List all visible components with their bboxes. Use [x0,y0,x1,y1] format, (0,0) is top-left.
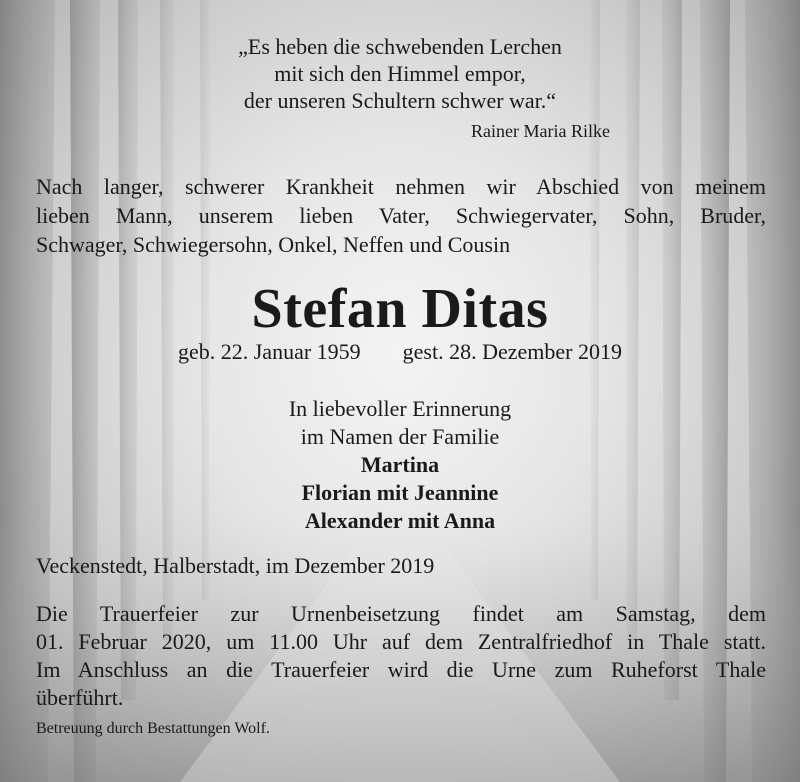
quote [0,33,800,114]
birth-date: geb. 22. Januar 1959 [177,339,361,364]
service-line: Im Anschluss an die Trauerfeier wird die Urne zum Ruheforst Thale [36,657,766,682]
family-member: Martina [360,452,440,477]
quote-line: mit sich den Himmel empor, [274,61,526,86]
undertaker-note: Betreuung durch Bestattungen Wolf. [36,720,270,737]
quote-line: „Es heben die schwebenden Lerchen [238,34,562,59]
intro-text [36,172,766,259]
quote-author: Rainer Maria Rilke [471,121,610,141]
service-line: Die Trauerfeier zur Urnenbeisetzung findet am Samstag, dem [36,601,766,626]
place-and-date: Veckenstedt, Halberstadt, im Dezember 2019 [36,553,435,578]
service-line: 01. Februar 2020, um 11.00 Uhr auf dem Zentralfriedhof in Thale statt. [36,629,766,654]
intro-line: Nach langer, schwerer Krankheit nehmen wir Abschied von meinem [36,174,766,199]
family-line: im Namen der Familie [300,424,500,449]
remembrance-line: In liebevoller Erinnerung [288,396,512,421]
death-date: gest. 28. Dezember 2019 [402,339,622,364]
life-dates [0,339,800,365]
family-member: Florian mit Jeannine [301,480,499,505]
family-signature [0,395,800,535]
family-member: Alexander mit Anna [304,508,496,533]
funeral-service-info [36,600,766,712]
intro-line: Schwager, Schwiegersohn, Onkel, Neffen und Cousin [36,232,511,257]
quote-line: der unseren Schultern schwer war.“ [243,88,557,113]
service-line: überführt. [36,685,124,710]
deceased-name: Stefan Ditas [251,278,549,340]
intro-line: lieben Mann, unserem lieben Vater, Schwiegervater, Sohn, Bruder, [36,203,766,228]
